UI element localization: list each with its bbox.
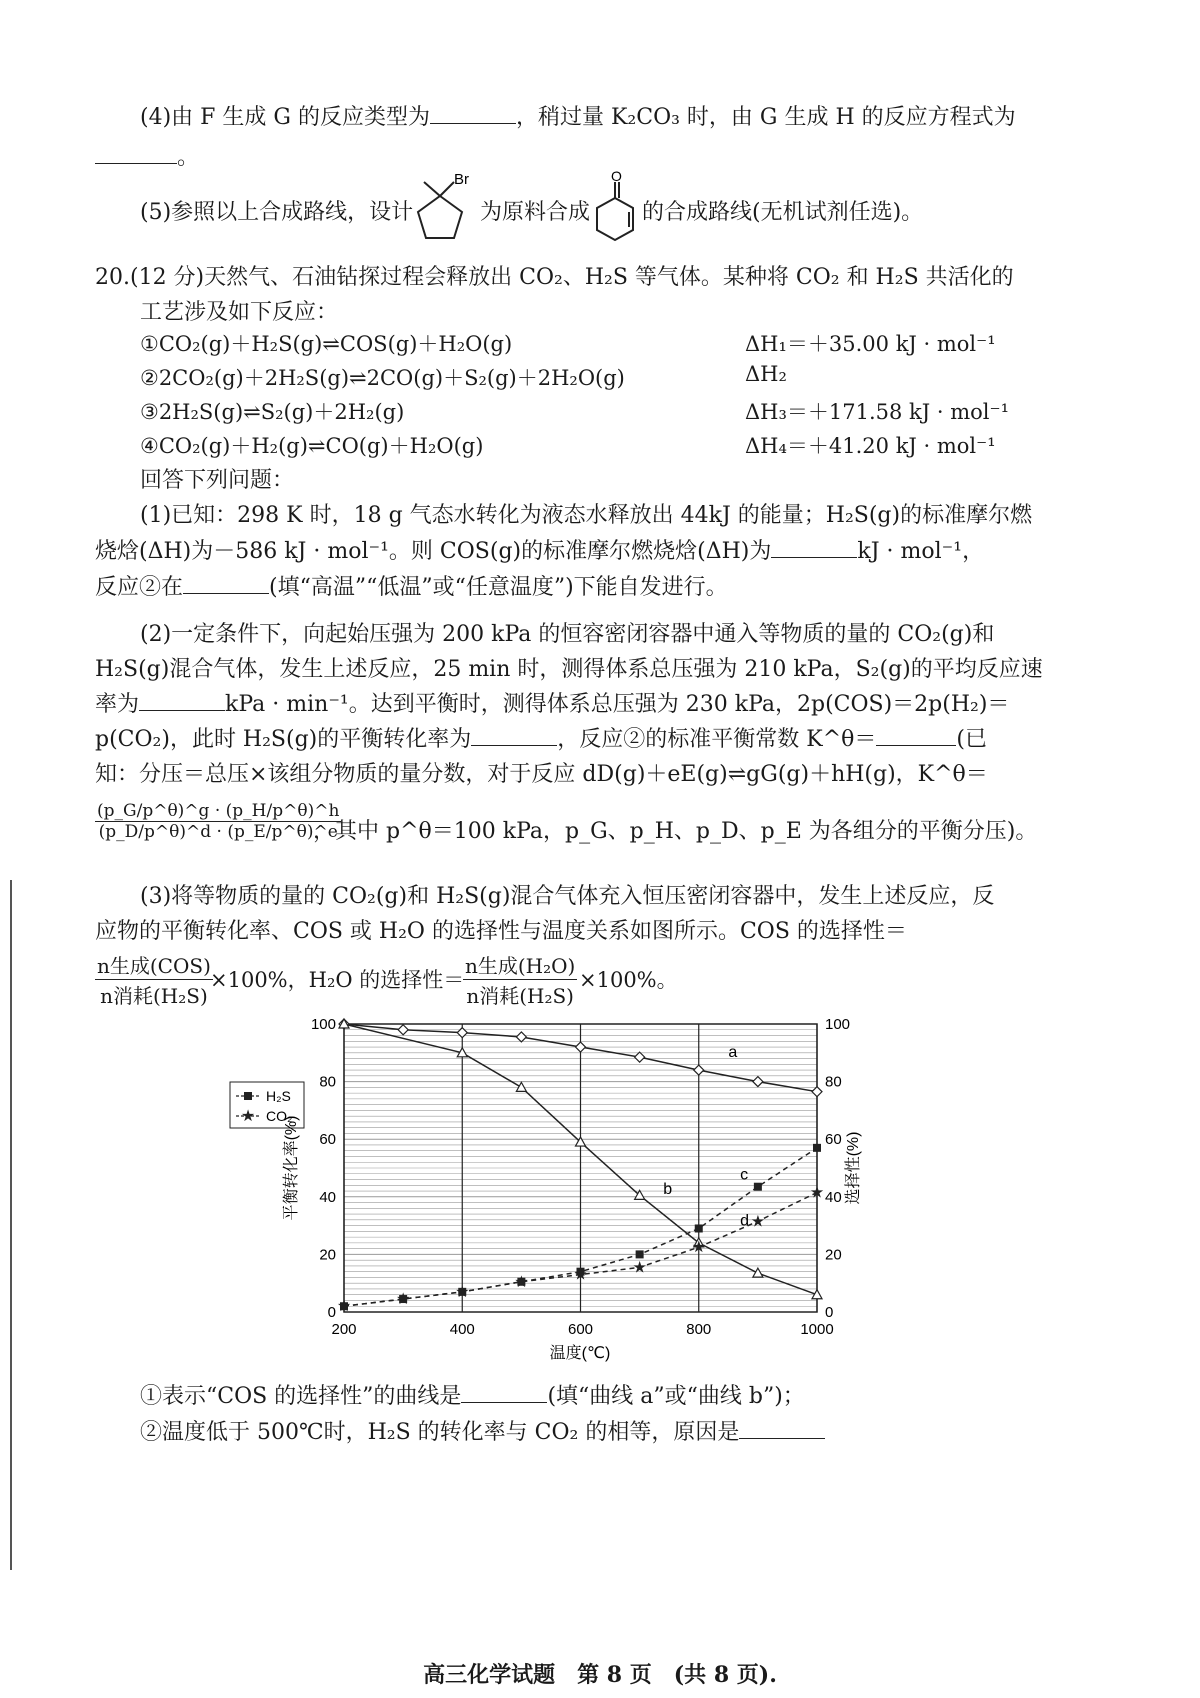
q19-part4-line bbox=[140, 103, 1016, 133]
curve-label-b: b bbox=[663, 1180, 673, 1198]
x-tick-label: 200 bbox=[331, 1321, 357, 1338]
q19-part5-text-b: 为原料合成 bbox=[480, 200, 591, 225]
curve-label-c: c bbox=[740, 1166, 749, 1184]
data-point bbox=[398, 1025, 408, 1035]
q20-part3-sub1 bbox=[140, 1382, 805, 1412]
data-point: ★ bbox=[691, 1239, 706, 1257]
q20-part3-hint: (填“曲线 a”或“曲线 b”)； bbox=[547, 1384, 805, 1409]
x-tick-label: 1000 bbox=[800, 1321, 834, 1338]
answer-prompt: 回答下列问题： bbox=[140, 468, 295, 493]
reaction-equation: ①CO₂(g)＋H₂S(g)⇌COS(g)＋H₂O(g) bbox=[140, 332, 513, 356]
data-point bbox=[244, 1092, 252, 1100]
methylbromocyclopentane-structure bbox=[400, 170, 480, 250]
data-point bbox=[813, 1144, 821, 1152]
reaction-2 bbox=[140, 362, 1040, 396]
reaction-enthalpy: ΔH₄＝＋41.20 kJ · mol⁻¹ bbox=[745, 434, 996, 458]
q19-part5-text-a: (5)参照以上合成路线，设计 bbox=[140, 200, 414, 225]
y-tick-label-left: 100 bbox=[310, 1016, 336, 1033]
curve-label-a: a bbox=[728, 1044, 738, 1062]
x-axis-label: 温度(℃) bbox=[549, 1345, 611, 1362]
equilibrium-constant-expression bbox=[95, 795, 1095, 875]
h2o-selectivity-fraction bbox=[463, 950, 577, 1009]
answer-blank[interactable] bbox=[471, 745, 557, 746]
x-tick-label: 800 bbox=[686, 1321, 712, 1338]
data-point: ★ bbox=[809, 1184, 825, 1202]
q20-part2-line1: (2)一定条件下，向起始压强为 200 kPa 的恒容密闭容器中通入等物质的量的 CO₂(g)和 bbox=[140, 622, 995, 647]
q19-part4-line2 bbox=[95, 143, 199, 173]
data-point bbox=[753, 1268, 763, 1277]
answer-blank[interactable] bbox=[430, 123, 516, 124]
q19-part4-text-a: (4)由 F 生成 G 的反应类型为 bbox=[140, 105, 430, 130]
oxygen-label: O bbox=[611, 168, 622, 184]
y-axis-label-right: 选择性(%) bbox=[845, 1131, 862, 1205]
fraction-denominator: n消耗(H₂S) bbox=[100, 984, 208, 1008]
legend-label: CO₂ bbox=[266, 1108, 293, 1124]
data-point bbox=[516, 1032, 526, 1042]
data-point bbox=[636, 1250, 644, 1258]
selectivity-mid-text: ×100%，H₂O 的选择性＝ bbox=[210, 968, 465, 992]
y-tick-label-left: 80 bbox=[319, 1073, 336, 1091]
reaction-enthalpy: ΔH₂ bbox=[745, 362, 787, 386]
page-margin-line bbox=[10, 880, 12, 1570]
data-point bbox=[695, 1224, 703, 1232]
answer-blank[interactable] bbox=[461, 1402, 547, 1403]
data-point bbox=[753, 1077, 763, 1087]
q20-part1-hint: (填“高温”“低温”或“任意温度”)下能自发进行。 bbox=[269, 575, 728, 600]
y-tick-label-right: 80 bbox=[825, 1073, 842, 1091]
fraction-numerator: n生成(COS) bbox=[95, 950, 213, 980]
data-point: ★ bbox=[336, 1298, 352, 1316]
cos-selectivity-fraction bbox=[95, 950, 213, 1009]
q20-part2-text: (已 bbox=[956, 727, 987, 752]
q20-part2-text: kPa · min⁻¹。达到平衡时，测得体系总压强为 230 kPa，2p(COS)＝2p(H₂)＝ bbox=[225, 692, 1010, 717]
q20-part3-text: ②温度低于 500℃时，H₂S 的转化率与 CO₂ 的相等，原因是 bbox=[140, 1420, 740, 1445]
q20-part2-text: 率为 bbox=[95, 692, 140, 717]
q20-intro-line2: 工艺涉及如下反应： bbox=[140, 300, 339, 325]
data-point: ★ bbox=[573, 1266, 588, 1284]
data-point: ★ bbox=[455, 1283, 470, 1301]
q20-part2-text: p(CO₂)，此时 H₂S(g)的平衡转化率为 bbox=[95, 727, 472, 752]
y-tick-label-left: 0 bbox=[327, 1304, 336, 1321]
data-point bbox=[694, 1065, 704, 1075]
q19-part5-text-c: 的合成路线(无机试剂任选)。 bbox=[642, 200, 924, 225]
data-point bbox=[516, 1082, 526, 1091]
q20-part3-line2: 应物的平衡转化率、COS 或 H₂O 的选择性与温度关系如图所示。COS 的选择性＝ bbox=[95, 919, 907, 944]
cyclohexenone-structure bbox=[590, 170, 640, 255]
q20-part2-line3 bbox=[95, 690, 1009, 720]
q20-part2-text: ，反应②的标准平衡常数 K^θ＝ bbox=[557, 727, 877, 752]
q20-part1-unit: kJ · mol⁻¹， bbox=[857, 539, 985, 564]
data-point: ★ bbox=[395, 1291, 411, 1309]
fraction-numerator: n生成(H₂O) bbox=[463, 950, 577, 980]
data-point bbox=[754, 1183, 762, 1191]
q20-part1-text: 烧焓(ΔH)为－586 kJ · mol⁻¹。则 COS(g)的标准摩尔燃烧焓(ΔH)为 bbox=[95, 539, 772, 564]
q20-part1-line2 bbox=[95, 537, 984, 567]
y-tick-label-right: 40 bbox=[825, 1188, 842, 1206]
selectivity-definition bbox=[95, 950, 1095, 1010]
k-numerator: (p_G/p^θ)^g · (p_H/p^θ)^h bbox=[97, 801, 340, 821]
q19-part4-text-b: ，稍过量 K₂CO₃ 时，由 G 生成 H 的反应方程式为 bbox=[515, 105, 1016, 130]
y-tick-label-left: 40 bbox=[319, 1188, 336, 1206]
q20-part2-line4 bbox=[95, 725, 987, 755]
curve-label-d: d bbox=[740, 1212, 750, 1230]
answer-blank[interactable] bbox=[139, 710, 225, 711]
q20-intro-line1: 20.(12 分)天然气、石油钻探过程会释放出 CO₂、H₂S 等气体。某种将 CO₂ 和 H₂S 共活化的 bbox=[95, 265, 1014, 290]
data-point: ★ bbox=[514, 1273, 529, 1291]
y-tick-label-left: 20 bbox=[319, 1246, 336, 1264]
reaction-equation: ②2CO₂(g)＋2H₂S(g)⇌2CO(g)＋S₂(g)＋2H₂O(g) bbox=[140, 366, 625, 390]
answer-blank[interactable] bbox=[739, 1438, 825, 1439]
q20-part1-text: 反应②在 bbox=[95, 575, 184, 600]
answer-blank[interactable] bbox=[876, 745, 956, 746]
answer-blank[interactable] bbox=[771, 557, 857, 558]
data-point bbox=[812, 1087, 822, 1097]
k-denominator: (p_D/p^θ)^d · (p_E/p^θ)^e bbox=[98, 822, 338, 842]
data-point bbox=[635, 1052, 645, 1062]
y-tick-label-right: 20 bbox=[825, 1246, 842, 1264]
y-axis-label-left: 平衡转化率(%) bbox=[283, 1115, 300, 1221]
q20-part2-line6: ，其中 p^θ＝100 kPa，p_G、p_H、p_D、p_E 为各组分的平衡分压)。 bbox=[313, 819, 1038, 844]
reaction-3 bbox=[140, 396, 1040, 430]
data-point: ★ bbox=[240, 1108, 256, 1125]
q20-part3-sub2 bbox=[140, 1418, 825, 1448]
x-tick-label: 600 bbox=[567, 1321, 594, 1338]
q20-part2-line2: H₂S(g)混合气体，发生上述反应，25 min 时，测得体系总压强为 210 kPa，S₂(g)的平均反应速 bbox=[95, 657, 1043, 682]
reaction-1 bbox=[140, 328, 1040, 362]
data-point: ★ bbox=[750, 1213, 766, 1231]
q20-part1-line3 bbox=[95, 573, 728, 603]
q20-part3-line1: (3)将等物质的量的 CO₂(g)和 H₂S(g)混合气体充入恒压密闭容器中，发生上述反应，反 bbox=[140, 884, 995, 909]
reaction-equation: ④CO₂(g)＋H₂(g)⇌CO(g)＋H₂O(g) bbox=[140, 434, 484, 458]
reaction-enthalpy: ΔH₁＝＋35.00 kJ · mol⁻¹ bbox=[745, 332, 996, 356]
q20-part3-text: ①表示“COS 的选择性”的曲线是 bbox=[140, 1384, 462, 1409]
q20-part2-line5: 知：分压＝总压×该组分物质的量分数，对于反应 dD(g)＋eE(g)⇌gG(g)＋hH(g)，K^θ＝ bbox=[95, 762, 988, 787]
fraction-denominator: n消耗(H₂S) bbox=[466, 984, 574, 1008]
data-point: ★ bbox=[632, 1259, 647, 1277]
y-tick-label-left: 60 bbox=[319, 1131, 336, 1149]
page-footer: 高三化学试题 第 8 页 (共 8 页). bbox=[423, 1662, 777, 1688]
q19-part4-end: 。 bbox=[177, 145, 200, 170]
conversion-selectivity-chart bbox=[240, 1010, 880, 1370]
legend-label: H₂S bbox=[266, 1088, 291, 1104]
reaction-equation: ③2H₂S(g)⇌S₂(g)＋2H₂(g) bbox=[140, 400, 405, 424]
reaction-enthalpy: ΔH₃＝＋171.58 kJ · mol⁻¹ bbox=[745, 400, 1009, 424]
reaction-list bbox=[140, 328, 1040, 468]
answer-blank[interactable] bbox=[95, 163, 177, 164]
x-tick-label: 400 bbox=[449, 1321, 475, 1338]
bromine-label: Br bbox=[454, 171, 469, 188]
y-tick-label-right: 60 bbox=[825, 1131, 842, 1149]
data-point bbox=[457, 1028, 467, 1038]
data-point bbox=[576, 1042, 586, 1052]
k-fraction bbox=[95, 801, 341, 842]
answer-blank[interactable] bbox=[183, 593, 269, 594]
y-tick-label-right: 0 bbox=[825, 1304, 834, 1321]
y-tick-label-right: 100 bbox=[825, 1016, 851, 1033]
q20-part1-line1: (1)已知：298 K 时，18 g 气态水转化为液态水释放出 44kJ 的能量；H₂S(g)的标准摩尔燃 bbox=[140, 503, 1033, 528]
selectivity-end-text: ×100%。 bbox=[579, 968, 678, 992]
reaction-4 bbox=[140, 430, 1040, 464]
